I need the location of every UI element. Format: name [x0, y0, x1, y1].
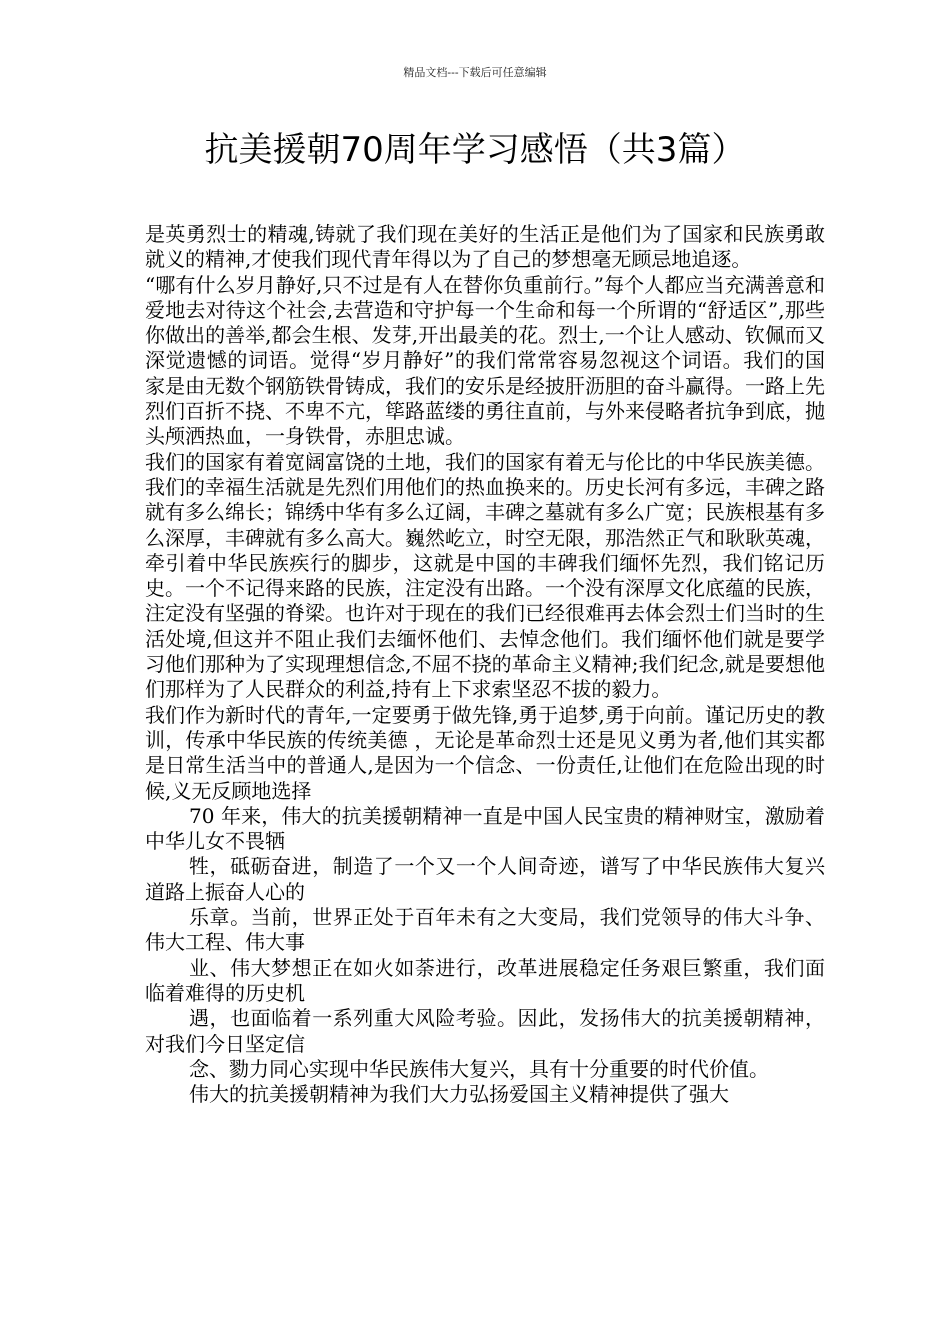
paragraph: 遇，也面临着一系列重大风险考验。因此，发扬伟大的抗美援朝精神，对我们今日坚定信 — [145, 1006, 825, 1056]
paragraph: 乐章。当前，世界正处于百年未有之大变局，我们党领导的伟大斗争、伟大工程、伟大事 — [145, 905, 825, 955]
page-header: 精品文档---下载后可任意编辑 — [403, 66, 547, 79]
paragraph: 我们的国家有着宽阔富饶的土地，我们的国家有着无与伦比的中华民族美德。我们的幸福生活就是先烈们用他们的热血换来的。历史长河有多远，丰碑之路就有多么绵长；锦绣中华有多么辽阔，丰碑之墓就有多么广宽；民族根基有多么深厚，丰碑就有多么高大。巍然屹立，时空无限，那浩然正气和耿耿英魂，牵引着中华民族疾行的脚步，这就是中国的丰碑我们缅怀先烈，我们铭记历史。一个不记得来路的民族，注定没有出路。一个没有深厚文化底蕴的民族，注定没有坚强的脊梁。也许对于现在的我们已经很难再去体会烈士们当时的生活处境,但这并不阻止我们去缅怀他们、去悼念他们。我们缅怀他们就是要学习他们那种为了实现理想信念,不屈不挠的革命主义精神;我们纪念,就是要想他们那样为了人民群众的利益,持有上下求索坚忍不拔的毅力。 — [145, 449, 825, 702]
paragraph: 牲，砥砺奋进，制造了一个又一个人间奇迹，谱写了中华民族伟大复兴道路上振奋人心的 — [145, 854, 825, 904]
paragraph: 我们作为新时代的青年,一定要勇于做先锋,勇于追梦,勇于向前。谨记历史的教训，传承中华民族的传统美德 ，无论是革命烈士还是见义勇为者,他们其实都是日常生活当中的普通人,是因为一个信念、一份责任,让他们在危险出现的时候,义无反顾地选择 — [145, 702, 825, 803]
paragraph: 业、伟大梦想正在如火如荼进行，改革进展稳定任务艰巨繁重，我们面临着难得的历史机 — [145, 955, 825, 1005]
paragraph: 伟大的抗美援朝精神为我们大力弘扬爱国主义精神提供了强大 — [189, 1082, 729, 1107]
paragraph: 70 年来，伟大的抗美援朝精神一直是中国人民宝贵的精神财宝，激励着中华儿女不畏牺 — [145, 803, 825, 854]
document-body — [145, 222, 825, 1107]
document-title: 抗美援朝70周年学习感悟（共3篇） — [204, 130, 746, 170]
paragraph: 是英勇烈士的精魂,铸就了我们现在美好的生活正是他们为了国家和民族勇敢就义的精神,才使我们现代青年得以为了自己的梦想毫无顾忌地追逐。 — [145, 222, 825, 272]
paragraph: 念、勠力同心实现中华民族伟大复兴，具有十分重要的时代价值。 — [189, 1056, 769, 1081]
paragraph: “哪有什么岁月静好,只不过是有人在替你负重前行。”每个人都应当充满善意和爱地去对待这个社会,去营造和守护每一个生命和每一个所谓的“舒适区”,那些你做出的善举,都会生根、发芽,开出最美的花。烈士,一个让人感动、钦佩而又深觉遗憾的词语。觉得“岁月静好”的我们常常容易忽视这个词语。我们的国家是由无数个钢筋铁骨铸成，我们的安乐是经披肝沥胆的奋斗赢得。一路上先烈们百折不挠、不卑不亢，筚路蓝缕的勇往直前，与外来侵略者抗争到底，抛头颅洒热血，一身铁骨，赤胆忠诚。 — [145, 272, 825, 449]
